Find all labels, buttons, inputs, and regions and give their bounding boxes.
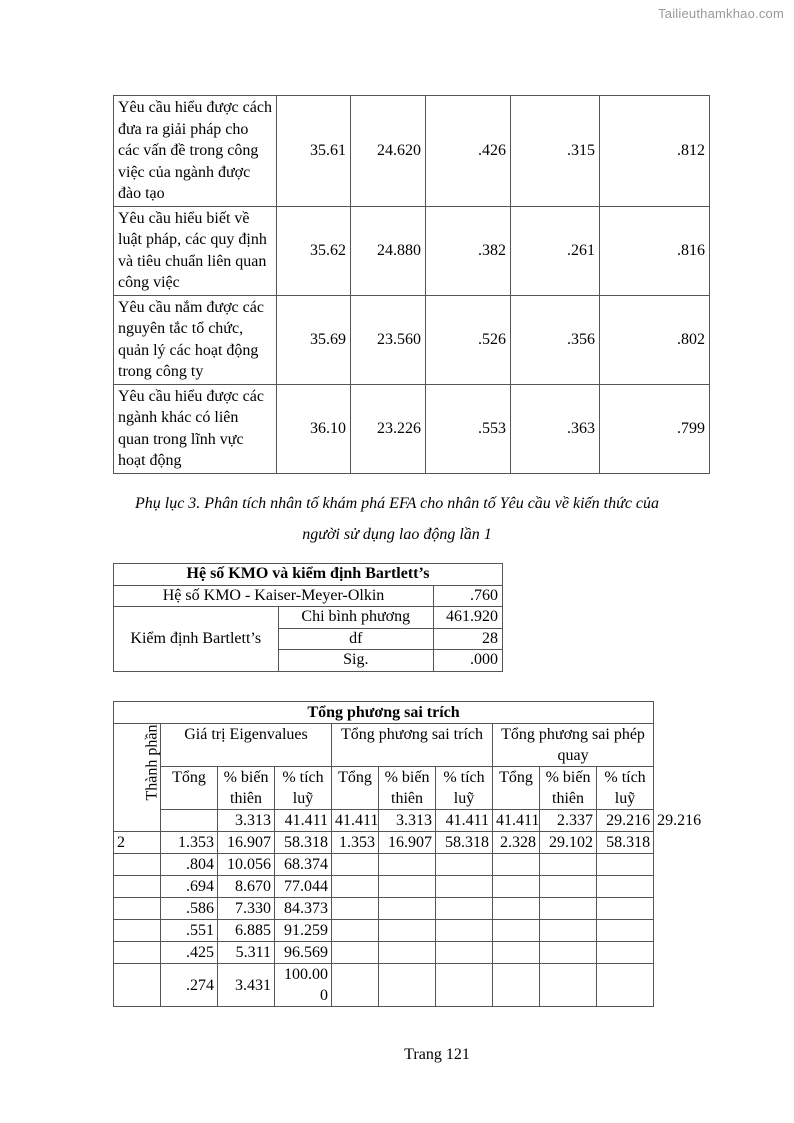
caption-line-2: người sử dụng lao động lần 1 xyxy=(302,526,492,543)
table-cell: .356 xyxy=(511,295,600,384)
table-cell xyxy=(493,942,540,964)
component-cell xyxy=(114,898,161,920)
table-cell xyxy=(379,920,436,942)
table-cell: 16.907 xyxy=(379,832,436,854)
table-cell: .804 xyxy=(161,854,218,876)
table-cell xyxy=(597,854,654,876)
table-row xyxy=(114,767,654,810)
table-cell: 2.337 xyxy=(540,810,597,832)
component-cell xyxy=(114,854,161,876)
table-cell: 41.411 xyxy=(275,810,332,832)
chi-square-value: 461.920 xyxy=(434,607,503,629)
table-cell: .694 xyxy=(161,876,218,898)
table-cell xyxy=(597,898,654,920)
table-cell: .526 xyxy=(426,295,511,384)
table-cell xyxy=(332,942,379,964)
component-label: Thành phần xyxy=(143,724,161,801)
table-row xyxy=(114,898,654,920)
table-cell xyxy=(379,942,436,964)
table-cell: 41.411 xyxy=(436,810,493,832)
table-row xyxy=(114,724,654,767)
table-cell: 16.907 xyxy=(218,832,275,854)
table-cell: 24.620 xyxy=(351,96,426,207)
kmo-title: Hệ số KMO và kiểm định Bartlett’s xyxy=(114,564,503,586)
table-cell xyxy=(597,964,654,1007)
table-cell xyxy=(493,920,540,942)
table-cell xyxy=(436,854,493,876)
table-cell: 41.411 xyxy=(332,810,379,832)
table-row xyxy=(114,384,710,473)
table-cell: .551 xyxy=(161,920,218,942)
eigenvalues-header: Giá trị Eigenvalues xyxy=(161,724,332,767)
component-cell xyxy=(114,942,161,964)
table-cell xyxy=(436,898,493,920)
table-cell: 68.374 xyxy=(275,854,332,876)
kmo-bartlett-table xyxy=(113,563,503,672)
table-cell: .553 xyxy=(426,384,511,473)
table-cell xyxy=(597,942,654,964)
table-cell: .261 xyxy=(511,206,600,295)
component-cell xyxy=(114,876,161,898)
df-label: df xyxy=(278,628,434,650)
table-cell: 5.311 xyxy=(218,942,275,964)
table-cell: 23.560 xyxy=(351,295,426,384)
table-cell xyxy=(597,876,654,898)
table-cell: 58.318 xyxy=(597,832,654,854)
table-cell: 91.259 xyxy=(275,920,332,942)
table-cell xyxy=(436,942,493,964)
table-row xyxy=(114,964,654,1007)
table-cell xyxy=(493,876,540,898)
col-cum: % tích luỹ xyxy=(597,767,654,810)
table-cell: .802 xyxy=(600,295,710,384)
bartlett-label: Kiểm định Bartlett’s xyxy=(114,607,279,672)
table-cell xyxy=(332,964,379,1007)
table-cell xyxy=(540,876,597,898)
col-cum: % tích luỹ xyxy=(275,767,332,810)
table-row xyxy=(114,854,654,876)
table-cell xyxy=(597,920,654,942)
col-total: Tổng xyxy=(493,767,540,810)
item-label: Yêu cầu hiểu được cách đưa ra giải pháp cho các vấn đề trong công việc của ngành được đào tạo xyxy=(114,96,277,207)
table-row xyxy=(114,876,654,898)
table-cell xyxy=(493,898,540,920)
table-cell: 1.353 xyxy=(332,832,379,854)
table-cell: 3.313 xyxy=(218,810,275,832)
col-total: Tổng xyxy=(161,767,218,810)
col-total: Tổng xyxy=(332,767,379,810)
total-variance-table xyxy=(113,701,702,1007)
table-row xyxy=(114,585,503,607)
table-cell: 58.318 xyxy=(436,832,493,854)
table-row xyxy=(114,942,654,964)
table-cell: 58.318 xyxy=(275,832,332,854)
table-cell: 35.61 xyxy=(277,96,351,207)
table-row xyxy=(114,295,710,384)
table-cell: 100.000 xyxy=(275,964,332,1007)
col-cum: % tích luỹ xyxy=(436,767,493,810)
table-cell: .425 xyxy=(161,942,218,964)
component-cell xyxy=(114,920,161,942)
table-cell: .799 xyxy=(600,384,710,473)
table-cell: .382 xyxy=(426,206,511,295)
item-statistics-table xyxy=(113,95,710,474)
table-cell: 7.330 xyxy=(218,898,275,920)
table-row xyxy=(114,832,654,854)
table-cell: 84.373 xyxy=(275,898,332,920)
kmo-label: Hệ số KMO - Kaiser-Meyer-Olkin xyxy=(114,585,434,607)
table-cell: .426 xyxy=(426,96,511,207)
component-cell: 2 xyxy=(114,832,161,854)
extraction-header: Tổng phương sai trích xyxy=(332,724,493,767)
item-label: Yêu cầu hiểu được các ngành khác có liên quan trong lĩnh vực hoạt động xyxy=(114,384,277,473)
table-cell xyxy=(379,898,436,920)
caption-line-1: Phụ lục 3. Phân tích nhân tố khám phá EFA cho nhân tố Yêu cầu về kiến thức của xyxy=(134,495,660,512)
table-cell xyxy=(379,876,436,898)
table-cell: 29.216 xyxy=(597,810,654,832)
table-cell: .816 xyxy=(600,206,710,295)
table-cell: 6.885 xyxy=(218,920,275,942)
table-cell xyxy=(436,876,493,898)
table-cell: .586 xyxy=(161,898,218,920)
component-cell xyxy=(114,964,161,1007)
table-cell xyxy=(540,920,597,942)
table-row xyxy=(114,206,710,295)
item-label: Yêu cầu hiểu biết về luật pháp, các quy định và tiêu chuẩn liên quan công việc xyxy=(114,206,277,295)
table-cell xyxy=(332,876,379,898)
table-cell: 96.569 xyxy=(275,942,332,964)
table-cell: 23.226 xyxy=(351,384,426,473)
watermark: Tailieuthamkhao.com xyxy=(658,6,784,21)
table-cell: 77.044 xyxy=(275,876,332,898)
table-row xyxy=(114,702,654,724)
table-row xyxy=(114,96,710,207)
table-cell xyxy=(540,898,597,920)
table-row: 3.313 41.411 41.411 3.313 41.411 41.411 2.337 29.216 29.216 xyxy=(114,810,654,832)
table-row xyxy=(114,607,503,629)
table-cell xyxy=(379,964,436,1007)
table-cell: 3.313 xyxy=(379,810,436,832)
table-cell: 36.10 xyxy=(277,384,351,473)
table-cell: .315 xyxy=(511,96,600,207)
component-cell xyxy=(161,810,218,832)
table-cell: 2.328 xyxy=(493,832,540,854)
table-cell: .363 xyxy=(511,384,600,473)
table-cell xyxy=(379,854,436,876)
table-cell: 24.880 xyxy=(351,206,426,295)
table-cell: 1.353 xyxy=(161,832,218,854)
sig-label: Sig. xyxy=(278,650,434,672)
table-cell xyxy=(332,898,379,920)
page-number: Trang 121 xyxy=(404,1046,470,1063)
table-cell xyxy=(540,942,597,964)
table-cell xyxy=(436,920,493,942)
table-cell xyxy=(493,854,540,876)
col-pct: % biến thiên xyxy=(540,767,597,810)
table-row xyxy=(114,920,654,942)
table-cell: 41.411 xyxy=(493,810,540,832)
variance-title: Tổng phương sai trích xyxy=(114,702,654,724)
table-cell xyxy=(332,920,379,942)
table-cell xyxy=(540,854,597,876)
table-cell xyxy=(493,964,540,1007)
table-cell: .812 xyxy=(600,96,710,207)
table-cell: .274 xyxy=(161,964,218,1007)
chi-square-label: Chi bình phương xyxy=(278,607,434,629)
kmo-value: .760 xyxy=(434,585,503,607)
df-value: 28 xyxy=(434,628,503,650)
table-cell: 35.62 xyxy=(277,206,351,295)
table-cell: 8.670 xyxy=(218,876,275,898)
sig-value: .000 xyxy=(434,650,503,672)
table-cell: 3.431 xyxy=(218,964,275,1007)
table-cell: 29.102 xyxy=(540,832,597,854)
table-cell xyxy=(540,964,597,1007)
col-pct: % biến thiên xyxy=(379,767,436,810)
col-pct: % biến thiên xyxy=(218,767,275,810)
table-cell xyxy=(436,964,493,1007)
table-cell xyxy=(332,854,379,876)
table-row xyxy=(114,564,503,586)
item-label: Yêu cầu nắm được các nguyên tắc tổ chức, quản lý các hoạt động trong công ty xyxy=(114,295,277,384)
table-cell: 35.69 xyxy=(277,295,351,384)
table-cell: 10.056 xyxy=(218,854,275,876)
component-header xyxy=(114,724,161,832)
rotation-header: Tổng phương sai phép quay xyxy=(493,724,654,767)
